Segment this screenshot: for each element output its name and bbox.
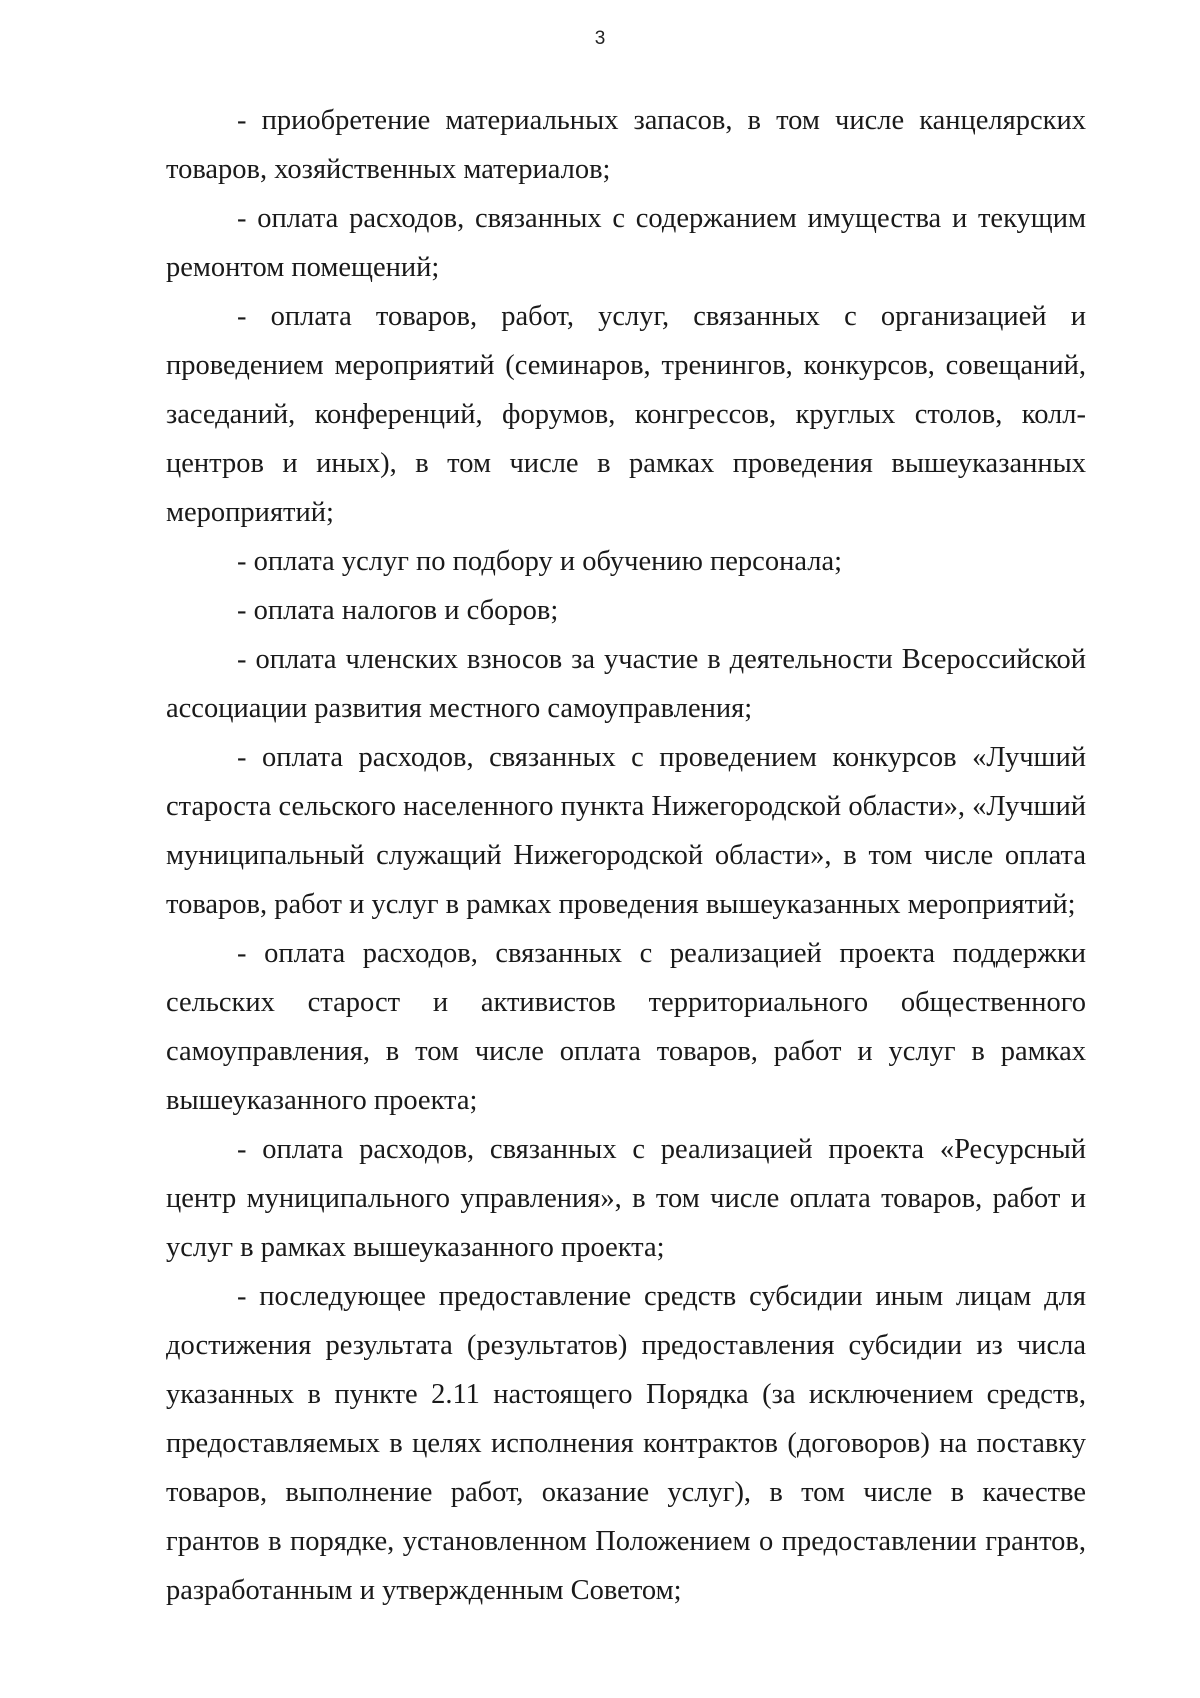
paragraph-taxes-fees: - оплата налогов и сборов; [237,595,559,626]
document-body [166,96,1086,1615]
paragraph-subsidy-grants: - последующее предоставление средств субсидии иным лицам для достижения результата (результатов) предоставления субсидии из числа указанных в пункте 2.11 настоящего Порядка (за исключением средств, предоставляемых в целях исполнения контрактов (договоров) на поставку товаров, выполнение работ, оказание услуг), в том числе в качестве грантов в порядке, установленном Положением о предоставлении грантов, разработанным и утвержденным Советом; [166,1281,1086,1606]
paragraph-contests-expenses: - оплата расходов, связанных с проведением конкурсов «Лучший староста сельского населенного пункта Нижегородской области», «Лучший муниципальный служащий Нижегородской области», в том числе оплата товаров, работ и услуг в рамках проведения вышеуказанных мероприятий; [166,742,1086,920]
paragraph-membership-fees: - оплата членских взносов за участие в деятельности Всероссийской ассоциации развития местного самоуправления; [166,644,1086,724]
paragraph-resource-center-project: - оплата расходов, связанных с реализацией проекта «Ресурсный центр муниципального управления», в том числе оплата товаров, работ и услуг в рамках вышеуказанного проекта; [166,1134,1086,1263]
paragraph-material-supplies: - приобретение материальных запасов, в том числе канцелярских товаров, хозяйственных материалов; [166,105,1086,185]
paragraph-property-maintenance: - оплата расходов, связанных с содержанием имущества и текущим ремонтом помещений; [166,203,1086,283]
page-number: 3 [594,28,606,49]
paragraph-personnel-services: - оплата услуг по подбору и обучению персонала; [237,546,843,577]
paragraph-events-payment: - оплата товаров, работ, услуг, связанных с организацией и проведением мероприятий (семинаров, тренингов, конкурсов, совещаний, заседаний, конференций, форумов, конгрессов, круглых столов, колл-центров и иных), в том числе в рамках проведения вышеуказанных мероприятий; [166,301,1086,528]
paragraph-village-elders-project: - оплата расходов, связанных с реализацией проекта поддержки сельских старост и активистов территориального общественного самоуправления, в том числе оплата товаров, работ и услуг в рамках вышеуказанного проекта; [166,938,1086,1116]
